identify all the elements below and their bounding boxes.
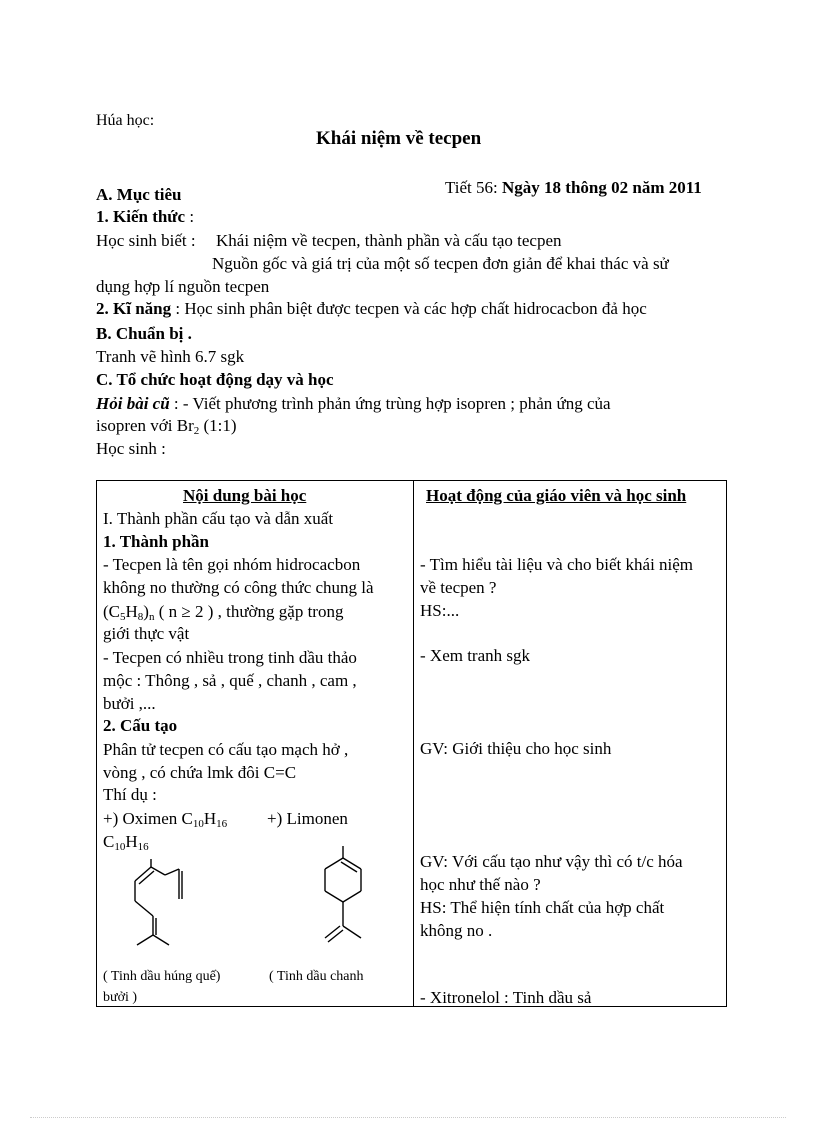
- know-line-2: Nguồn gốc và giá trị của một số tecpen đơn giản để khai thác và sử: [212, 254, 669, 273]
- skills-heading: 2. Kĩ năng: [96, 299, 172, 318]
- ratio-text: (1:1): [203, 416, 237, 435]
- left-column: [97, 481, 414, 1007]
- section-b-text: Tranh vẽ hình 6.7 sgk: [96, 347, 245, 366]
- general-formula: $(C_5H_8)_n$: [103, 602, 155, 623]
- left-line-1: I. Thành phần cấu tạo và dẫn xuất: [103, 509, 334, 528]
- left-line-7: - Tecpen có nhiều trong tinh dầu thảo: [103, 648, 357, 667]
- right-column: [414, 481, 727, 1007]
- limonen-structure-diagram: [311, 846, 375, 951]
- lesson-date: [445, 178, 702, 198]
- right-line-3: HS:...: [420, 601, 460, 620]
- right-line-1: - Tìm hiểu tài liệu và cho biết khái niệm: [420, 555, 694, 574]
- lesson-period: Tiết 56:: [445, 178, 498, 197]
- left-line-8: mộc : Thông , sả , quế , chanh , cam ,: [103, 671, 357, 690]
- formula-10: 10: [114, 841, 126, 853]
- formula-condition: ( n ≥ 2 ) , thường gặp trong: [158, 602, 344, 621]
- right-line-9: không no .: [420, 921, 493, 940]
- right-line-5: GV: Giới thiệu cho học sinh: [420, 739, 612, 758]
- oximen-formula: [182, 809, 228, 828]
- section-c-heading: C. Tổ chức hoạt động dạy và học: [96, 370, 334, 389]
- page-footer-rule: [30, 1117, 786, 1118]
- subject-label: Húa học:: [96, 112, 155, 129]
- left-line-12: vòng , có chứa lmk đôi C=C: [103, 763, 297, 782]
- right-line-2: về tecpen ?: [420, 578, 497, 597]
- lesson-table: [96, 480, 727, 1007]
- left-line-11: Phân tử tecpen có cấu tạo mạch hở ,: [103, 740, 349, 759]
- know-line-1: Khái niệm về tecpen, thành phần và cấu tạo tecpen: [216, 231, 562, 250]
- knowledge-sep: :: [185, 207, 195, 226]
- left-line-6: giới thực vật: [103, 624, 190, 643]
- caption-lemon-oil: ( Tinh dầu chanh: [269, 969, 364, 984]
- section-a-heading: A. Mục tiêu: [96, 185, 182, 204]
- formula-16: 16: [216, 818, 228, 830]
- right-line-8: HS: Thể hiện tính chất của hợp chất: [420, 898, 665, 917]
- left-line-10: 2. Cấu tạo: [103, 716, 178, 735]
- example-oximen: [103, 807, 227, 830]
- date-text: Ngày 18 thông 02 năm 2011: [502, 178, 702, 197]
- bromine-subscript: 2: [193, 425, 200, 437]
- old-lesson-line-2: [96, 415, 237, 436]
- limonen-formula: [103, 830, 149, 853]
- page-title: Khái niệm về tecpen: [316, 128, 482, 149]
- knowledge-line: [96, 206, 194, 227]
- formula-c: C: [103, 832, 115, 851]
- section-b-heading: B. Chuẩn bị .: [96, 324, 192, 343]
- oximen-label: +) Oximen: [103, 809, 178, 828]
- example-limonen: +) Limonen: [267, 809, 348, 828]
- students-label: Học sinh :: [96, 439, 166, 458]
- know-line-3: dụng hợp lí nguồn tecpen: [96, 277, 270, 296]
- left-line-13: Thí dụ :: [103, 785, 157, 804]
- oximen-structure-diagram: [123, 859, 193, 951]
- students-know-label: Học sinh biết :: [96, 231, 196, 250]
- skills-line: [96, 298, 647, 319]
- right-line-6: GV: Với cấu tạo như vậy thì có t/c hóa: [420, 852, 683, 871]
- formula-c: C: [181, 809, 193, 828]
- left-line-5: [103, 600, 343, 623]
- left-header: Nội dung bài học: [183, 486, 307, 505]
- old-lesson-label: Hỏi bài cũ: [96, 394, 170, 413]
- formula-h: H: [125, 832, 138, 851]
- left-line-3: - Tecpen là tên gọi nhóm hidrocacbon: [103, 555, 361, 574]
- formula-10: 10: [192, 818, 204, 830]
- right-line-7: học như thế nào ?: [420, 875, 541, 894]
- caption-pomelo: bưởi ): [103, 990, 138, 1005]
- left-line-2: 1. Thành phần: [103, 532, 210, 551]
- left-line-9: bưởi ,...: [103, 694, 156, 713]
- left-line-4: không no thường có công thức chung là: [103, 578, 374, 597]
- knowledge-heading: 1. Kiến thức: [96, 207, 186, 226]
- caption-basil-oil: ( Tinh dầu húng quế): [103, 969, 221, 984]
- old-lesson-text: : - Viết phương trình phản ứng trùng hợp isopren ; phản ứng của: [173, 394, 611, 413]
- old-lesson-text-2: isopren với Br: [96, 416, 194, 435]
- skills-text: : Học sinh phân biệt được tecpen và các hợp chất hidrocacbon đả học: [175, 299, 647, 318]
- old-lesson-line: [96, 393, 611, 414]
- right-header: Hoạt động của giáo viên và học sinh: [426, 486, 687, 505]
- formula-16: 16: [137, 841, 149, 853]
- formula-h: H: [203, 809, 217, 828]
- right-line-10: - Xitronelol : Tinh dầu sả: [420, 988, 592, 1007]
- right-line-4: - Xem tranh sgk: [420, 646, 531, 665]
